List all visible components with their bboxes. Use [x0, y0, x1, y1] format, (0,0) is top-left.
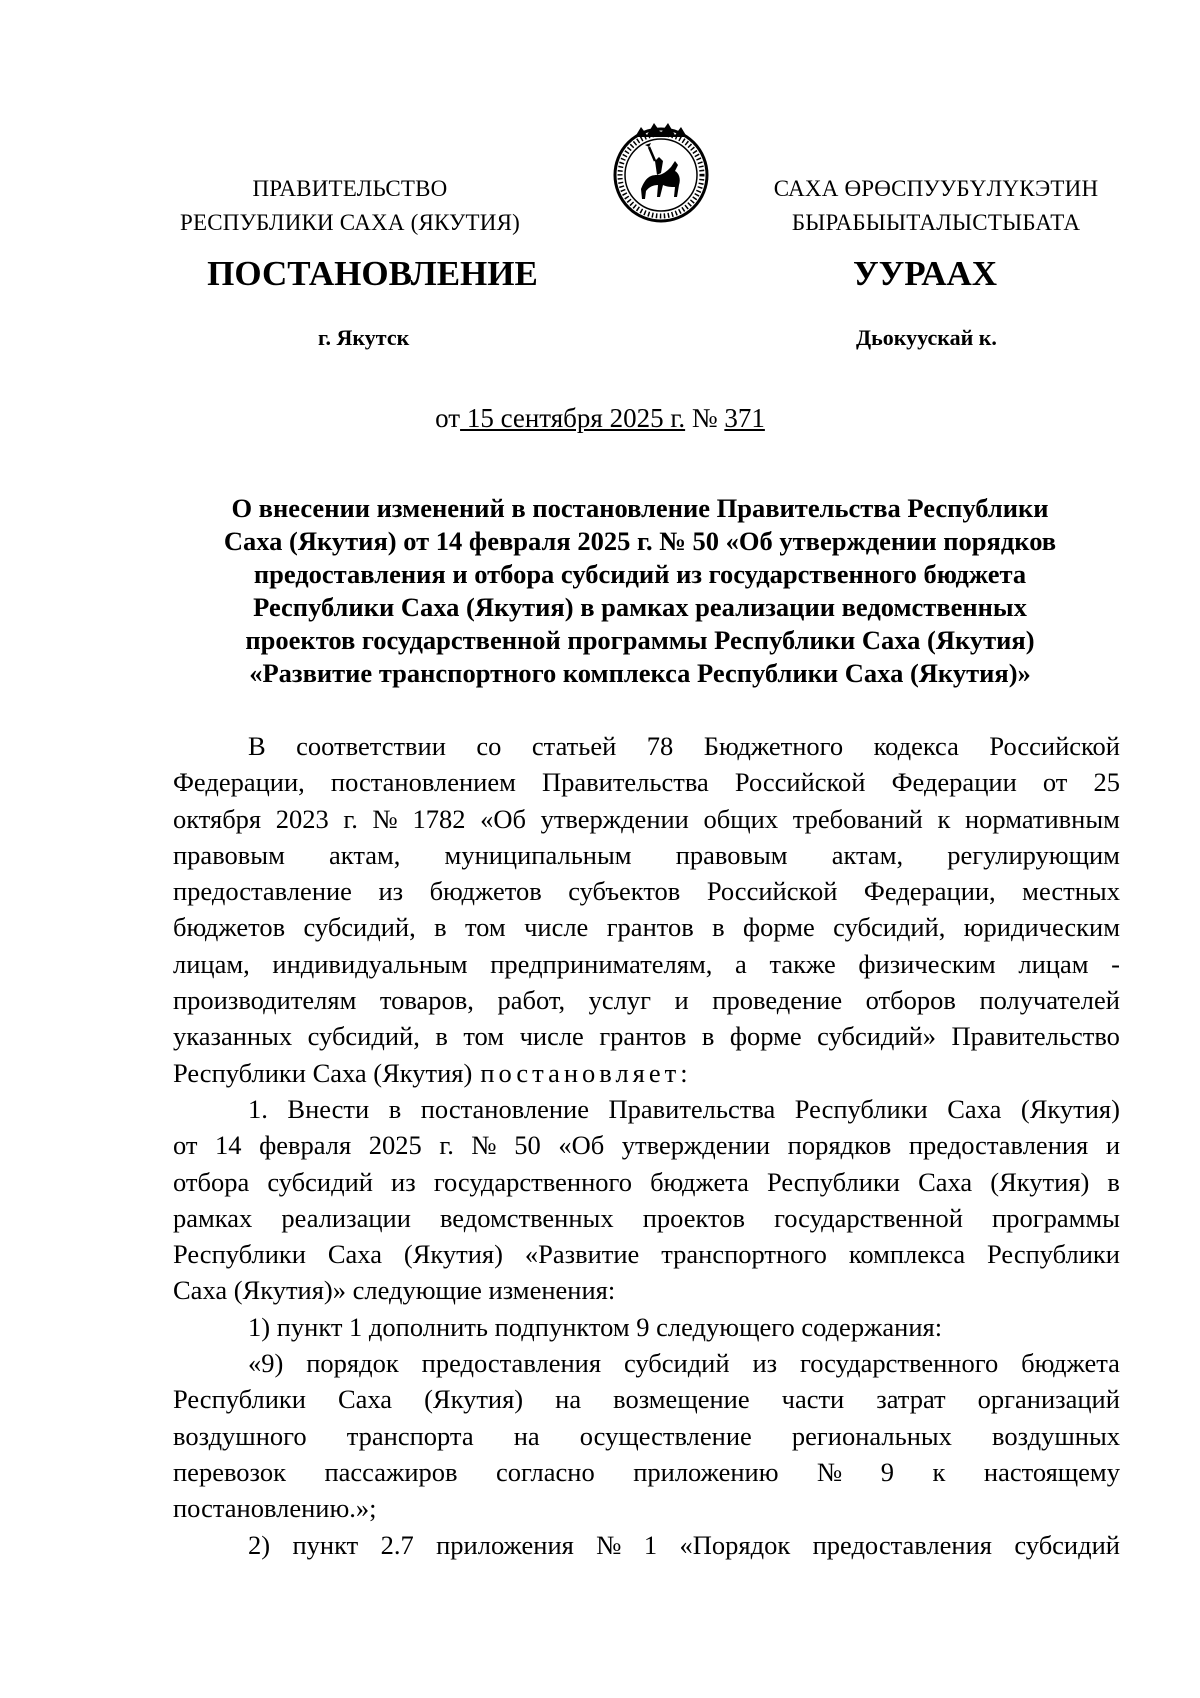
word: 9	[880, 1456, 895, 1487]
word: в	[1107, 1166, 1120, 1197]
document-number: 371	[724, 403, 765, 433]
word: физическим	[858, 948, 996, 979]
word: а	[735, 948, 747, 979]
word: местных	[1022, 876, 1120, 907]
word: 78	[646, 731, 674, 761]
word: субсидий»	[817, 1021, 936, 1052]
word: юридическим	[963, 912, 1120, 943]
word: Саха	[337, 1384, 393, 1415]
word: субсидий,	[303, 912, 416, 943]
word: на	[555, 1384, 582, 1415]
word: отборов	[865, 985, 956, 1016]
body-line	[173, 1345, 1120, 1381]
word: грантов	[606, 912, 694, 943]
word: актам,	[329, 839, 401, 870]
word: числе	[524, 912, 589, 943]
word: от	[173, 1130, 198, 1161]
word: субъектов	[568, 876, 681, 907]
word: Республики	[173, 1384, 306, 1415]
body-line	[173, 873, 1120, 909]
word: бюджета	[650, 1166, 749, 1197]
body-line-last	[173, 1055, 1120, 1091]
word: от	[1042, 767, 1068, 798]
body-line: 1) пункт 1 дополнить подпунктом 9 следующего содержания:	[248, 1311, 943, 1342]
word: бюджета	[1021, 1348, 1120, 1379]
body-line	[173, 728, 1120, 764]
document-type-title: ПОСТАНОВЛЕНИЕ	[207, 254, 538, 293]
word: 2.7	[380, 1529, 414, 1560]
word: «9)	[248, 1348, 284, 1379]
word: утверждении	[540, 803, 689, 834]
word: субсидий	[1014, 1529, 1120, 1560]
number-label: №	[685, 403, 725, 433]
word: В	[248, 731, 266, 761]
word: воздушных	[992, 1420, 1120, 1451]
word: работ,	[497, 985, 566, 1016]
word: г.	[439, 1130, 454, 1161]
word: субсидий,	[307, 1021, 420, 1052]
word: -	[1111, 948, 1120, 979]
word: субсидий	[267, 1166, 373, 1197]
word: и	[674, 985, 689, 1016]
word: 14	[215, 1130, 242, 1161]
header-left-block	[150, 172, 550, 240]
body-line	[173, 837, 1120, 873]
word: производителям	[173, 985, 357, 1016]
body-line	[173, 1454, 1120, 1490]
word: 1.	[248, 1093, 268, 1124]
coat-of-arms-icon	[605, 115, 717, 227]
word: из	[391, 1166, 416, 1197]
word: Федерации,	[173, 767, 305, 798]
word: Правительства	[542, 767, 709, 798]
word: предпринимателям,	[490, 948, 713, 979]
header-left-line-2: РЕСПУБЛИКИ САХА (ЯКУТИЯ)	[179, 210, 521, 235]
word: порядков	[787, 1130, 892, 1161]
word: комплекса	[848, 1239, 966, 1270]
word: числе	[519, 1021, 584, 1052]
word: №	[817, 1456, 843, 1487]
subject-line: О внесении изменений в постановление Правительства Республики	[231, 493, 1049, 523]
body-line	[173, 1091, 1120, 1127]
word: реализации	[281, 1202, 411, 1233]
word: услуг	[588, 985, 651, 1016]
word: №	[372, 803, 398, 834]
word: Саха	[918, 1166, 973, 1197]
document-date: 15 сентября 2025 г.	[460, 403, 686, 433]
word: Правительство	[951, 1021, 1120, 1052]
word: к	[937, 803, 951, 834]
word: Республики	[987, 1239, 1120, 1270]
word: организаций	[977, 1384, 1120, 1415]
word: 1782	[412, 803, 466, 834]
body-line	[173, 1527, 1120, 1563]
word: Республики	[173, 1239, 306, 1270]
word: предоставление	[173, 876, 352, 907]
word: Саха	[947, 1093, 1002, 1124]
document-type-title-sakha: УУРААХ	[852, 254, 998, 293]
word: регулирующим	[947, 839, 1120, 870]
word: порядок	[306, 1348, 399, 1379]
word: также	[769, 948, 836, 979]
word: пункт	[292, 1529, 359, 1560]
word: 2023	[275, 803, 329, 834]
body-line-last: постановлению.»;	[173, 1493, 377, 1524]
body-line	[173, 764, 1120, 800]
word: кодекса	[873, 731, 959, 761]
word: ведомственных	[439, 1202, 614, 1233]
word: постановлением	[330, 767, 516, 798]
word: Федерации,	[863, 876, 996, 907]
word: предоставления	[812, 1529, 992, 1560]
document-body	[173, 728, 1120, 1563]
word: нормативным	[964, 803, 1120, 834]
word: программы	[992, 1202, 1120, 1233]
word: рамках	[173, 1202, 253, 1233]
word: Российской	[989, 731, 1120, 761]
body-line	[173, 909, 1120, 945]
word: из	[752, 1348, 778, 1379]
subject-line: предоставления и отбора субсидий из государственного бюджета	[253, 559, 1027, 589]
word: транспорта	[346, 1420, 474, 1451]
word: проектов	[642, 1202, 745, 1233]
word: том	[464, 912, 506, 943]
word: бюджетов	[429, 876, 542, 907]
word: затрат	[876, 1384, 946, 1415]
word: в	[434, 912, 447, 943]
word: в	[388, 1093, 402, 1124]
word: указанных	[173, 1021, 293, 1052]
word: транспортного	[661, 1239, 827, 1270]
word: февраля	[259, 1130, 352, 1161]
word: настоящему	[983, 1456, 1120, 1487]
word: грантов	[599, 1021, 687, 1052]
word: «Об	[480, 803, 526, 834]
word: правовым	[173, 839, 285, 870]
place-of-issue-sakha: Дьокуускай к.	[856, 325, 997, 350]
word: возмещение	[613, 1384, 750, 1415]
word: лицам,	[173, 948, 250, 979]
date-prefix: от	[435, 403, 461, 433]
word: пассажиров	[324, 1456, 458, 1487]
word: проведение	[712, 985, 843, 1016]
word: осуществление	[579, 1420, 752, 1451]
resolves-word: постановляет:	[480, 1057, 692, 1088]
word: согласно	[496, 1456, 595, 1487]
word: (Якутия)	[990, 1166, 1090, 1197]
word: 25	[1093, 767, 1120, 798]
word: со	[476, 731, 502, 761]
word: форме	[729, 1021, 802, 1052]
word: приложению	[633, 1456, 779, 1487]
word: актам,	[831, 839, 904, 870]
word: постановление	[420, 1093, 589, 1124]
word: на	[513, 1420, 540, 1451]
place-of-issue: г. Якутск	[318, 325, 410, 350]
word: Республики	[794, 1093, 928, 1124]
body-line	[173, 946, 1120, 982]
word: получателей	[979, 985, 1120, 1016]
word: Бюджетного	[703, 731, 844, 761]
word: субсидий,	[833, 912, 946, 943]
word: отбора	[173, 1166, 250, 1197]
word: Республики	[767, 1166, 900, 1197]
word: утверждении	[621, 1130, 771, 1161]
word: индивидуальным	[272, 948, 468, 979]
body-line	[173, 801, 1120, 837]
word: приложения	[436, 1529, 574, 1560]
word: (Якутия)	[424, 1384, 524, 1415]
body-line	[173, 1381, 1120, 1417]
word: предоставления	[908, 1130, 1089, 1161]
word: статьей	[531, 731, 617, 761]
word: форме	[742, 912, 815, 943]
body-line	[173, 1200, 1120, 1236]
date-and-number-line	[0, 403, 1200, 434]
word: государственного	[433, 1166, 632, 1197]
subject-line: Республики Саха (Якутия) в рамках реализации ведомственных	[253, 592, 1027, 622]
word: муниципальным	[444, 839, 632, 870]
word: из	[378, 876, 404, 907]
header-right-line-1: САХА ӨРӨСПУУБҮЛҮКЭТИН	[773, 176, 1099, 201]
word: перевозок	[173, 1456, 286, 1487]
word: Саха	[327, 1239, 382, 1270]
word: государственной	[774, 1202, 963, 1233]
body-line	[173, 1164, 1120, 1200]
word: Российской	[706, 876, 838, 907]
word: (Якутия)	[1020, 1093, 1120, 1124]
body-line	[173, 1127, 1120, 1163]
word: Внести	[287, 1093, 370, 1124]
word: «Развитие	[524, 1239, 640, 1270]
word: октября	[173, 803, 262, 834]
header-left-line-1: ПРАВИТЕЛЬСТВО	[252, 176, 448, 201]
word: товаров,	[379, 985, 474, 1016]
word: 2)	[248, 1529, 271, 1560]
body-line-last: Саха (Якутия)» следующие изменения:	[173, 1275, 616, 1306]
word: №	[596, 1529, 622, 1560]
word: 1	[643, 1529, 658, 1560]
word: «Об	[558, 1130, 605, 1161]
word: в	[435, 1021, 448, 1052]
word: в	[701, 1021, 715, 1052]
word: и	[1105, 1130, 1120, 1161]
word: государственного	[800, 1348, 999, 1379]
word: региональных	[791, 1420, 952, 1451]
subject-line: «Развитие транспортного комплекса Республики Саха (Якутия)»	[249, 658, 1031, 688]
header-right-block	[736, 172, 1136, 240]
word: общих	[703, 803, 779, 834]
body-line	[173, 1418, 1120, 1454]
word: 2025	[368, 1130, 422, 1161]
word: воздушного	[173, 1420, 307, 1451]
word: правовым	[675, 839, 788, 870]
word: лицам	[1018, 948, 1089, 979]
word: в	[712, 912, 725, 943]
body-line-prefix: Республики Саха (Якутия)	[173, 1057, 473, 1088]
document-subject-title	[160, 492, 1120, 690]
word: №	[471, 1130, 497, 1161]
word: части	[781, 1384, 845, 1415]
word: Российской	[734, 767, 866, 798]
subject-line: Саха (Якутия) от 14 февраля 2025 г. № 50 «Об утверждении порядков	[223, 526, 1057, 556]
word: Федерации	[891, 767, 1017, 798]
word: (Якутия)	[403, 1239, 503, 1270]
word: требований	[792, 803, 923, 834]
word: том	[463, 1021, 505, 1052]
word: соответствии	[296, 731, 446, 761]
body-line	[173, 1236, 1120, 1272]
body-line	[173, 982, 1120, 1018]
word: г.	[343, 803, 358, 834]
subject-line: проектов государственной программы Республики Саха (Якутия)	[245, 625, 1035, 655]
body-line	[173, 1018, 1120, 1054]
word: предоставления	[421, 1348, 602, 1379]
word: «Порядок	[679, 1529, 791, 1560]
word: 50	[514, 1130, 541, 1161]
header-right-line-2: БЫРАБЫЫТАЛЫСТЫБАТА	[791, 210, 1081, 235]
word: Правительства	[608, 1093, 776, 1124]
word: бюджетов	[173, 912, 286, 943]
word: субсидий	[623, 1348, 730, 1379]
word: к	[932, 1456, 946, 1487]
